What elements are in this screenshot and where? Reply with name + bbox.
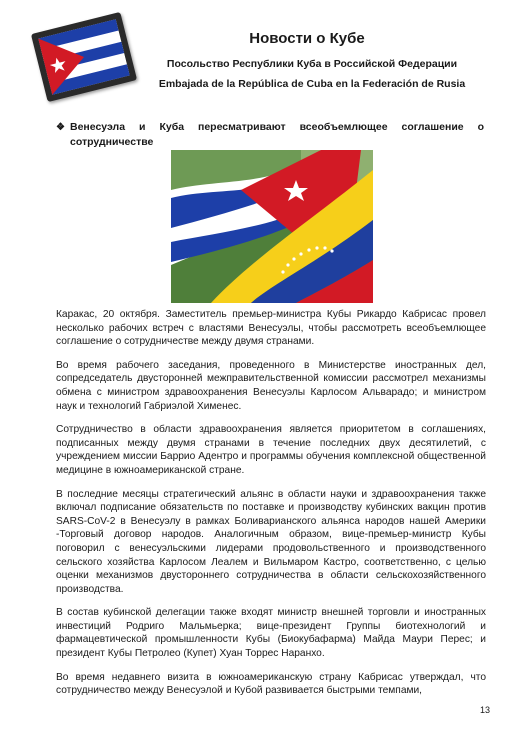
diamond-bullet-icon: ❖	[56, 122, 65, 133]
article-body	[56, 308, 486, 708]
paragraph: Каракас, 20 октября. Заместитель премьер-министра Кубы Рикардо Кабрисас провел несколько рабочих встреч с властями Венесуэлы, чтобы рассмотреть всеобъемлющее соглашение о сотрудничестве между двумя странами.	[56, 309, 486, 348]
paragraph: Во время недавнего визита в южноамериканскую страну Кабрисас утверждал, что сотрудничество между Венесуэлой и Кубой развивается быстрыми темпами,	[56, 671, 486, 697]
headline-text: Венесуэла и Куба пересматривают всеобъемлющее соглашение о сотрудничестве	[70, 121, 484, 148]
page-number: 13	[479, 705, 490, 715]
page-title: Новости о Кубе	[249, 30, 365, 47]
article-headline	[56, 120, 484, 150]
paragraph: В состав кубинской делегации также входят министр внешней торговли и иностранных инвестиций Родриго Мальмьерка; вице-президент Группы биотехнологий и фармацевтической промышленности Кубы (Биокубафарма) Майда Маури Перес; и президент Кубы Петролео (Купет) Хуан Торрес Наранхо.	[56, 607, 486, 660]
cuba-venezuela-flags-image	[171, 150, 373, 303]
paragraph: Во время рабочего заседания, проведенного в Министерстве иностранных дел, сопредседатель двусторонней межправительственной комиссии рассмотрел механизмы обмена с министром здравоохранения Венесуэлы Карлосом Альварадо; и министром наук и технологий Габриэлой Хименес.	[56, 359, 486, 412]
flags-photo	[171, 150, 373, 303]
paragraph: Сотрудничество в области здравоохранения является приоритетом в соглашениях, подписанных между двумя странами в течение последних двух десятилетий, с учреждением миссии Баррио Адентро и программы обучения комплексной общественной медицине в южноамериканской стране.	[56, 424, 486, 476]
embassy-name-ru: Посольство Республики Куба в Российской Федерации	[166, 58, 458, 70]
paragraph: В последние месяцы стратегический альянс в области науки и здравоохранения также включал подписание обязательств по поставке и производству кубинских вакцин против SARS-CoV-2 в Венесуэлу в рамках Боливарианского альянса народов нашей Америки -Торговый договор народов. Аналогичным образом, вице-премьер-министр Кубы поговорил с венесуэльскими лидерами продовольственного и производственного сельского хозяйства Карлосом Леалем и Вильмаром Кастро, соответственно, с целью оценки механизмов двустороннего сотрудничества в области сельскохозяйственного производства.	[56, 488, 486, 595]
embassy-name-es: Embajada de la República de Cuba en la Federación de Rusia	[158, 78, 466, 90]
